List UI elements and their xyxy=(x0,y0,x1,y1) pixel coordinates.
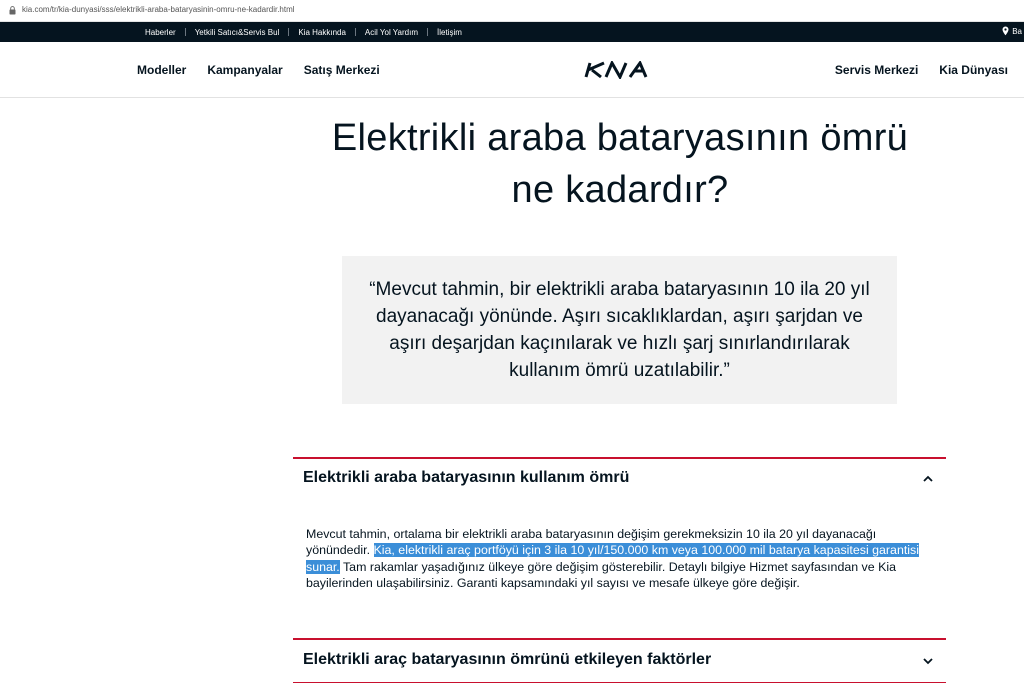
accordion-body-text: Mevcut tahmin, ortalama bir elektrikli araba bataryasının değişim gerekmeksizin 10 ila 20 yıl dayanacağı yönündedir. xyxy=(306,527,877,558)
accordion-body-battery-life xyxy=(306,526,922,592)
nav-sales-center[interactable]: Satış Merkezi xyxy=(303,63,380,77)
accordion-divider xyxy=(293,457,946,459)
utility-link-haberler[interactable]: Haberler xyxy=(145,27,176,37)
utility-links xyxy=(136,22,471,42)
utility-link-about[interactable]: Kia Hakkında xyxy=(298,27,346,37)
page-title xyxy=(290,112,950,216)
browser-address-bar[interactable] xyxy=(0,0,1024,22)
accordion-title-battery-life[interactable]: Elektrikli araba bataryasının kullanım ömrü xyxy=(303,469,630,486)
nav-kia-world[interactable]: Kia Dünyası xyxy=(939,63,1008,77)
location-label: Ba xyxy=(1012,26,1022,36)
chevron-down-icon[interactable] xyxy=(922,657,934,665)
accordion-divider xyxy=(293,638,946,640)
quote-text: “Mevcut tahmin, bir elektrikli araba bataryasının 10 ila 20 yıl dayanacağı yönünde. Aşırı sıcaklıklardan, aşırı şarjdan ve aşırı deşarjdan kaçınılarak ve hızlı şarj sınırlandırılarak kullanım ömrü uzatılabilir.” xyxy=(369,279,870,381)
main-navigation xyxy=(0,42,1024,98)
address-url[interactable]: kia.com/tr/kia-dunyasi/sss/elektrikli-araba-bataryasinin-omru-ne-kadardir.html xyxy=(22,5,295,14)
utility-bar xyxy=(0,22,1024,42)
nav-left-group xyxy=(137,42,380,98)
location-selector[interactable] xyxy=(1002,26,1022,36)
utility-link-roadside[interactable]: Acil Yol Yardım xyxy=(364,27,418,37)
nav-right-group xyxy=(835,42,1008,98)
utility-link-dealer[interactable]: Yetkili Satıcı&Servis Bul xyxy=(194,27,280,37)
nav-models[interactable]: Modeller xyxy=(137,63,187,77)
utility-link-contact[interactable]: İletişim xyxy=(437,27,462,37)
accordion-body-text-cont: Tam rakamlar yaşadığınız ülkeye göre değişim gösterebilir. Detaylı bilgiye Hizmet sayfasından ve Kia bayilerinden ulaşabilirsiniz. Garanti kapsamındaki yıl sayısı ve mesafe ülkeye göre değişir. xyxy=(306,559,896,591)
chevron-up-icon[interactable] xyxy=(922,475,934,483)
lock-icon xyxy=(9,6,16,15)
location-pin-icon xyxy=(1002,26,1009,36)
accordion-title-factors[interactable]: Elektrikli araç bataryasının ömrünü etkileyen faktörler xyxy=(303,651,712,668)
page-title-line1: Elektrikli araba bataryasının ömrü xyxy=(331,117,909,159)
kia-logo-icon[interactable] xyxy=(584,61,654,79)
nav-campaigns[interactable]: Kampanyalar xyxy=(207,63,283,77)
page-title-line2: ne kadardır? xyxy=(511,169,729,211)
selected-text-highlight: Kia, elektrikli araç portföyü için 3 ila 10 yıl/150.000 km veya 100.000 mil batarya kapasitesi garantisi sunar. xyxy=(306,543,919,574)
quote-box xyxy=(342,256,897,404)
accordion-divider xyxy=(293,682,946,683)
nav-service-center[interactable]: Servis Merkezi xyxy=(834,63,919,77)
